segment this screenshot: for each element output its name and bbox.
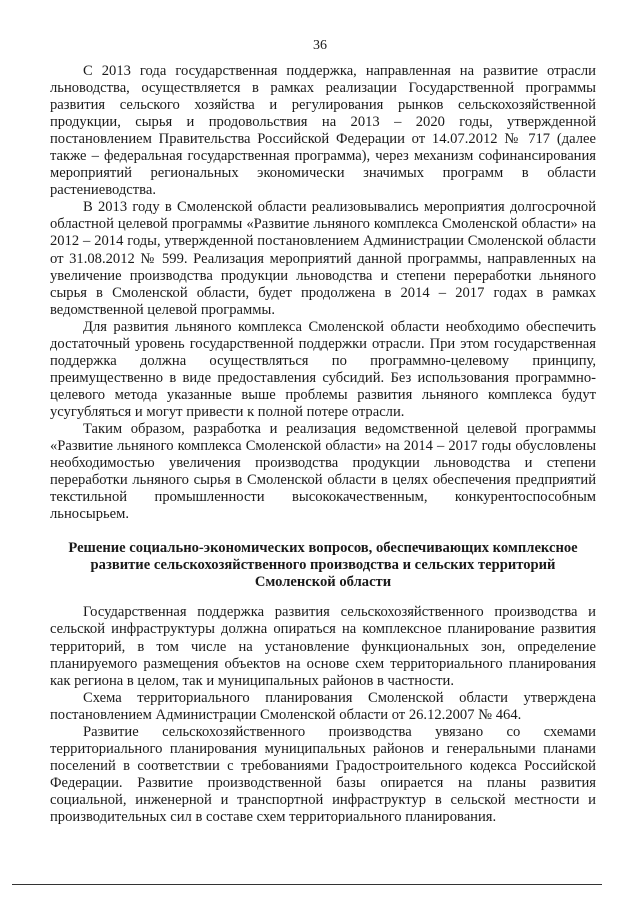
paragraph: С 2013 года государственная поддержка, направленная на развитие отрасли льноводства, осуществляется в рамках реализации Государственной программы развития сельского хозяйства и регулирования рынков сельскохозяйственной продукции, сырья и продовольствия на 2013 – 2020 годы, утвержденной постановлением Правительства Российской Федерации от 14.07.2012 № 717 (далее также – федеральная государственная программа), через механизм софинансирования мероприятий региональных экономически значимых программ в области растениеводства. [50,63,596,199]
document-body [50,63,596,826]
paragraph: Таким образом, разработка и реализация ведомственной целевой программы «Развитие льняного комплекса Смоленской области» на 2014 – 2017 годы обусловлены необходимостью увеличения производства продукции льноводства и степени переработки льняного сырья в Смоленской области в целях обеспечения предприятий текстильной промышленности высококачественным, конкурентоспособным льносырьем. [50,420,596,523]
section-heading: Решение социально-экономических вопросов, обеспечивающих комплексное развитие сельскохозяйственного производства и сельских территорий Смоленской области [68,540,578,591]
paragraph: Развитие сельскохозяйственного производства увязано со схемами территориального планирования муниципальных районов и генеральными планами поселений в соответствии с требованиями Градостроительного кодекса Российской Федерации. Развитие производственной базы опирается на планы развития социальной, инженерной и транспортной инфраструктур в сельской местности и производительных сил в составе схем территориального планирования. [50,723,596,825]
paragraph: Схема территориального планирования Смоленской области утверждена постановлением Администрации Смоленской области от 26.12.2007 № 464. [50,689,596,723]
paragraph: Для развития льняного комплекса Смоленской области необходимо обеспечить достаточный уровень государственной поддержки отрасли. При этом государственная поддержка должна осуществляться по программно-целевому принципу, преимущественно в виде предоставления субсидий. Без использования программно-целевого метода указанные выше проблемы развития льняного комплекса будут усугубляться и могут привести к полной потере отрасли. [50,318,596,420]
footer-divider [12,884,602,885]
paragraph: Государственная поддержка развития сельскохозяйственного производства и сельской инфраструктуры должна опираться на комплексное планирование развития территорий, в том числе на установление функциональных зон, определение планируемого размещения объектов на основе схем территориального планирования как региона в целом, так и муниципальных районов в частности. [50,604,596,689]
page-number: 36 [313,38,327,53]
paragraph: В 2013 году в Смоленской области реализовывались мероприятия долгосрочной областной целевой программы «Развитие льняного комплекса Смоленской области» на 2012 – 2014 годы, утвержденной постановлением Администрации Смоленской области от 31.08.2012 № 599. Реализация мероприятий данной программы, направленных на увеличение производства продукции льноводства и степени переработки льняного сырья в Смоленской области, будет продолжена в 2014 – 2017 годах в рамках ведомственной целевой программы. [50,199,596,318]
